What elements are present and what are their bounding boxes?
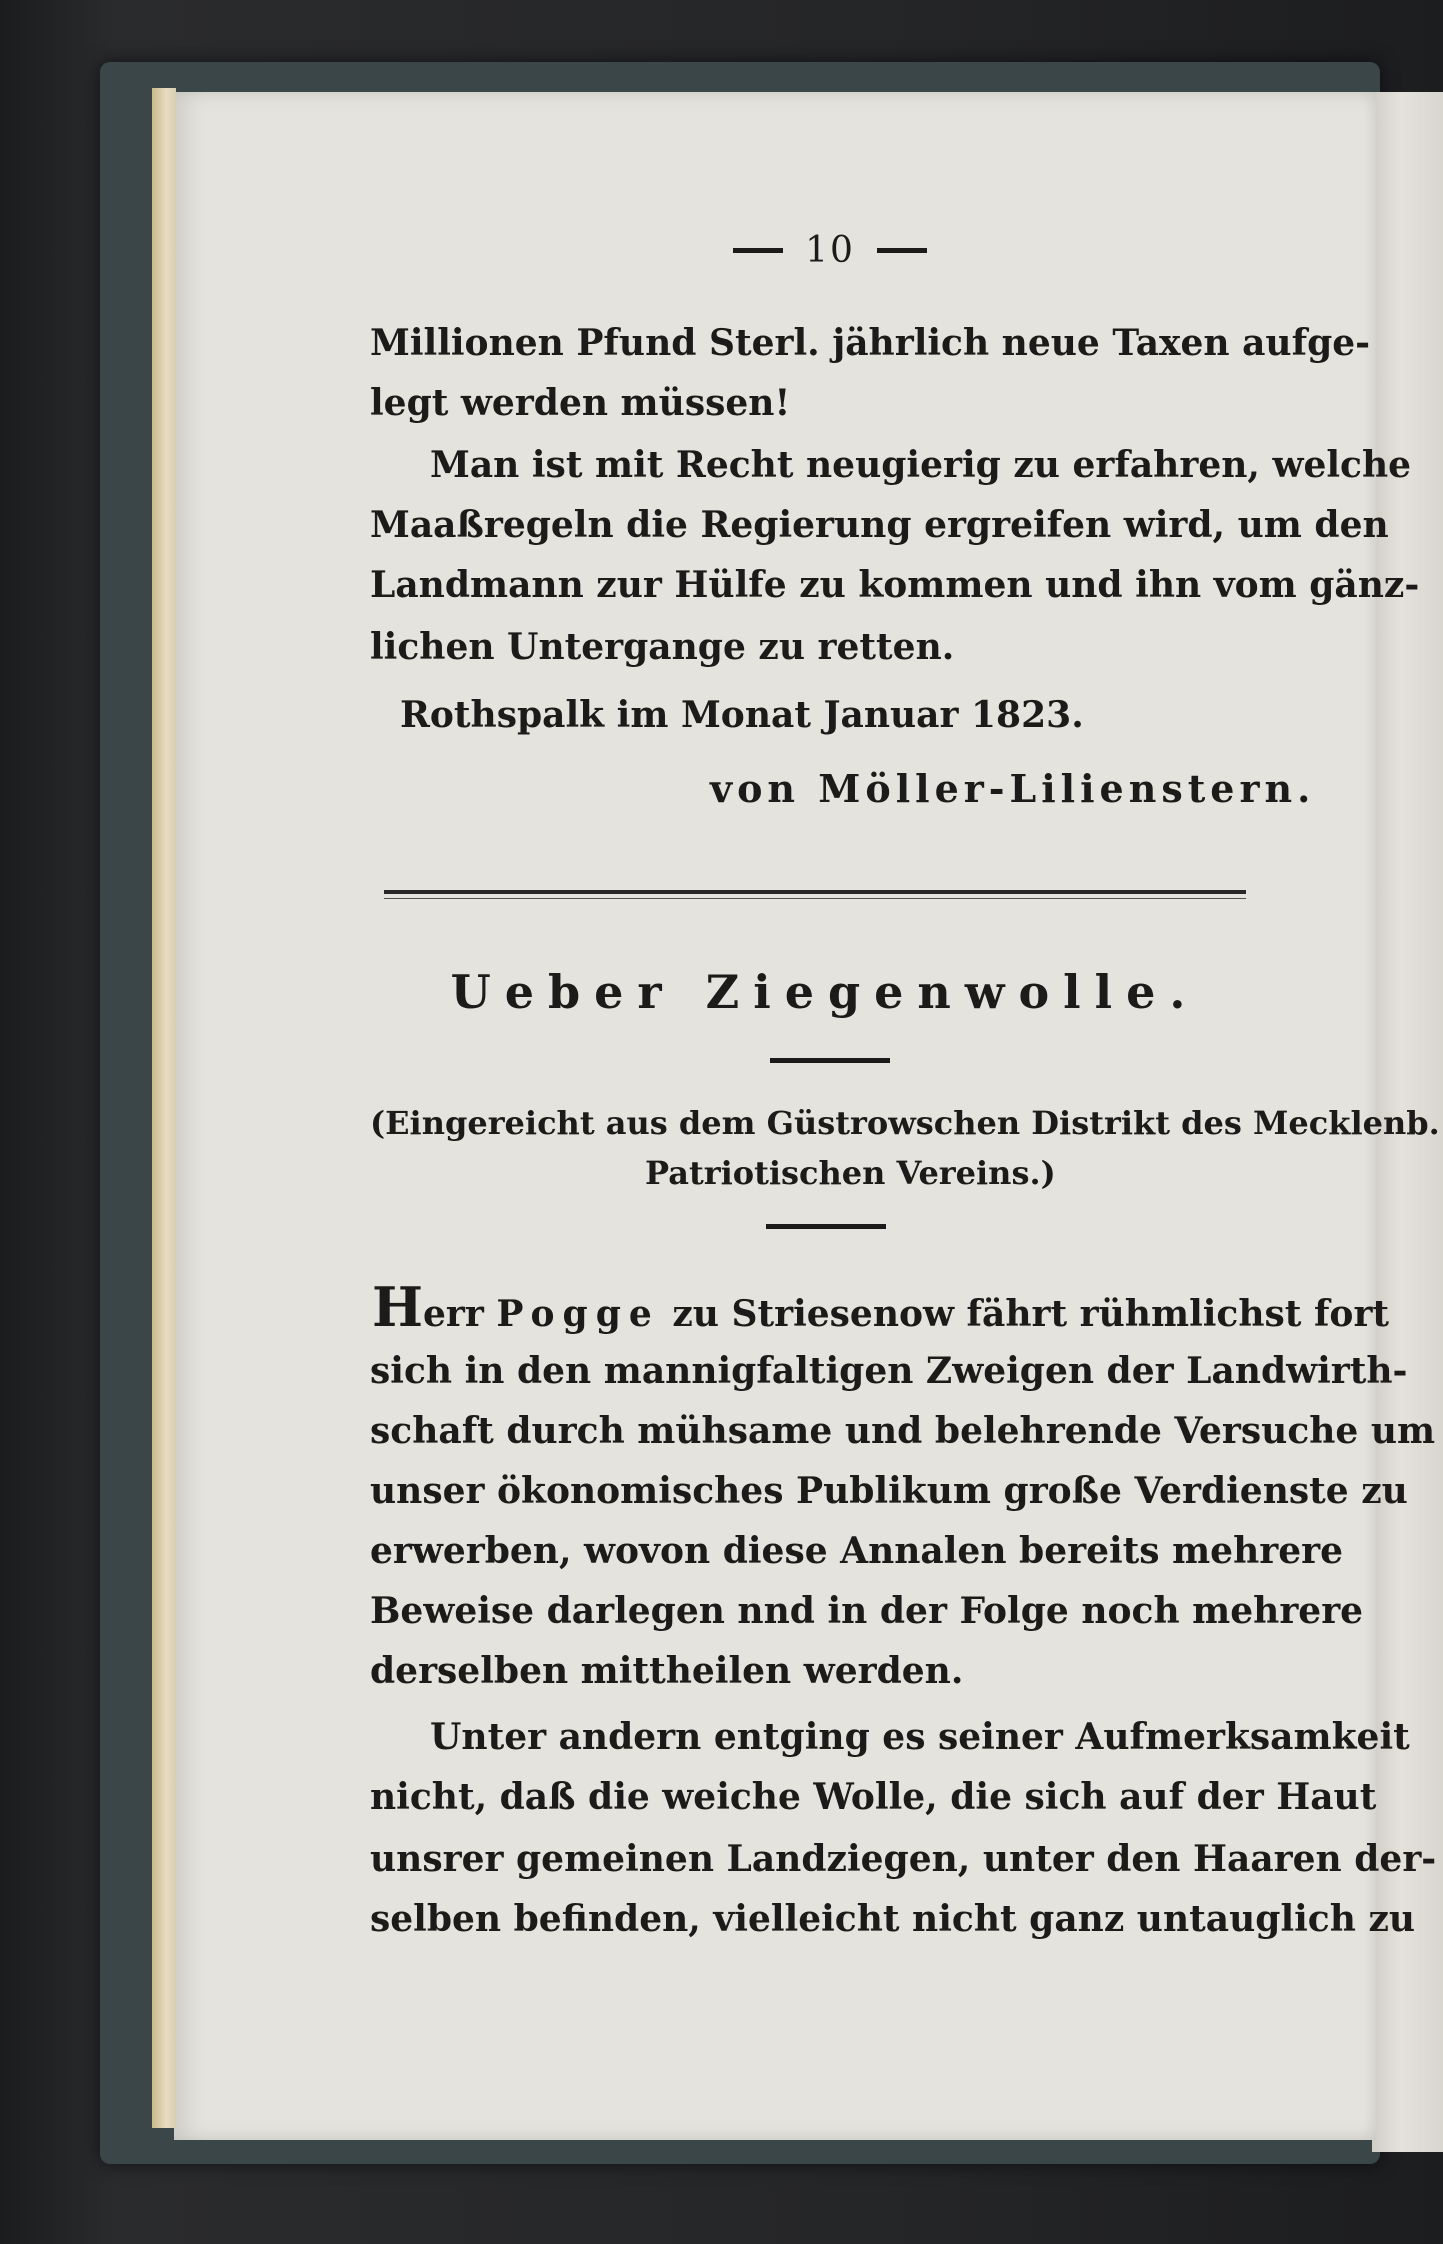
section-separator-thin xyxy=(384,898,1246,899)
first-word-rest: err xyxy=(423,1293,484,1335)
drop-cap: H xyxy=(372,1275,424,1339)
subtitle-line: (Eingereicht aus dem Güstrowschen Distrikt des Mecklenb. xyxy=(370,1104,1440,1142)
text-line: lichen Untergange zu retten. xyxy=(370,626,955,668)
header-dash-right xyxy=(877,248,927,253)
page-gutter-edge xyxy=(152,88,176,2128)
section-title: Ueber Ziegenwolle. xyxy=(450,965,1200,1019)
text-line: unsrer gemeinen Landziegen, unter den Haaren der- xyxy=(370,1838,1437,1880)
section-separator xyxy=(384,890,1246,894)
text-line: Maaßregeln die Regierung ergreifen wird, um den xyxy=(370,504,1389,546)
dateline: Rothspalk im Monat Januar 1823. xyxy=(400,694,1084,736)
subtitle-rule xyxy=(766,1224,886,1229)
author-signature: von Möller-Lilienstern. xyxy=(710,766,1316,811)
text-line: Landmann zur Hülfe zu kommen und ihn vom gänz- xyxy=(370,564,1420,606)
text-line: unser ökonomisches Publikum große Verdienste zu xyxy=(370,1470,1408,1512)
text-line: selben befinden, vielleicht nicht ganz untauglich zu xyxy=(370,1898,1416,1940)
text-line: sich in den mannigfaltigen Zweigen der Landwirth- xyxy=(370,1350,1408,1392)
subtitle-line: Patriotischen Vereins.) xyxy=(645,1154,1056,1192)
header-dash-left xyxy=(733,248,783,253)
text-line: legt werden müssen! xyxy=(370,382,791,424)
title-rule xyxy=(770,1058,890,1063)
text-line: derselben mittheilen werden. xyxy=(370,1650,964,1692)
text-line: nicht, daß die weiche Wolle, die sich auf der Haut xyxy=(370,1776,1377,1818)
text-line: Millionen Pfund Sterl. jährlich neue Taxen aufge- xyxy=(370,322,1371,364)
running-header xyxy=(680,220,980,280)
body-first-line xyxy=(372,1275,1390,1339)
first-line-rest: zu Striesenow fährt rühmlichst fort xyxy=(672,1293,1390,1335)
text-line: Beweise darlegen nnd in der Folge noch mehrere xyxy=(370,1590,1364,1632)
text-line: Man ist mit Recht neugierig zu erfahren, welche xyxy=(430,444,1412,486)
spaced-name: Pogge xyxy=(496,1293,660,1335)
text-line: erwerben, wovon diese Annalen bereits mehrere xyxy=(370,1530,1344,1572)
page-number: 10 xyxy=(805,229,855,271)
text-line: Unter andern entging es seiner Aufmerksamkeit xyxy=(430,1716,1410,1758)
text-line: schaft durch mühsame und belehrende Versuche um xyxy=(370,1410,1436,1452)
